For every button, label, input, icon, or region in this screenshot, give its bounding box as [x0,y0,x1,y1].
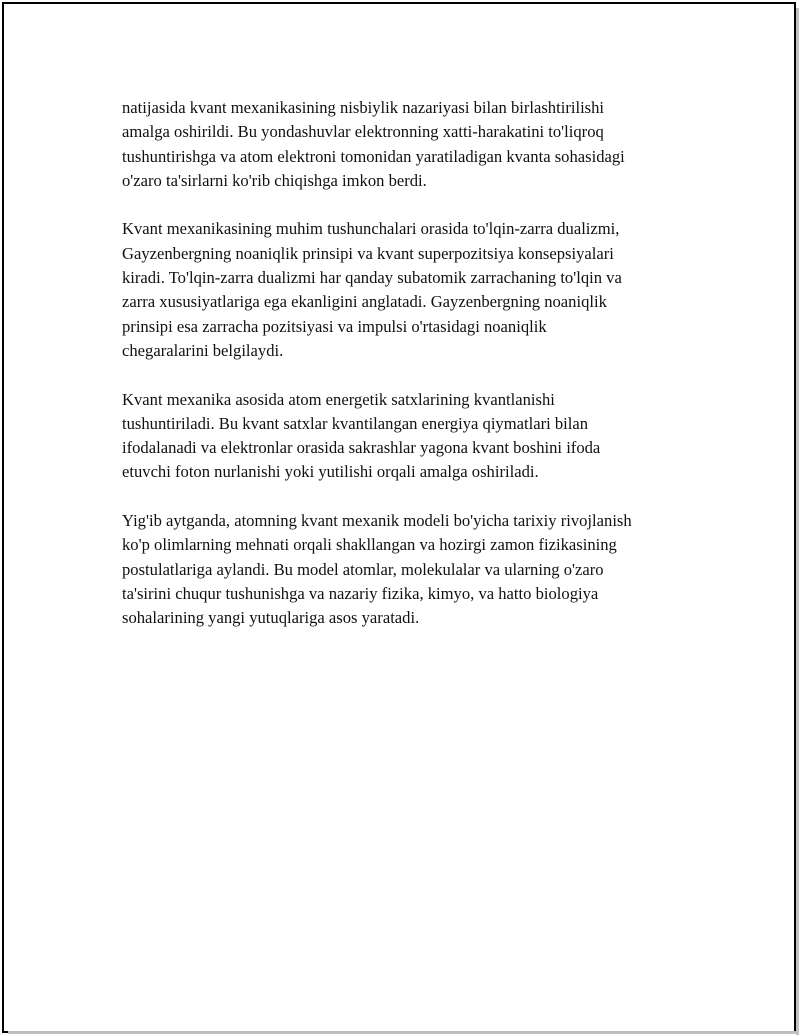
text-line: postulatlariga aylandi. Bu model atomlar, molekulalar va ularning o'zaro [122,559,604,579]
document-body [122,96,697,655]
text-line: o'zaro ta'sirlarni ko'rib chiqishga imkon berdi. [122,170,427,190]
text-line: kiradi. To'lqin-zarra dualizmi har qanday subatomik zarrachaning to'lqin va [122,268,622,288]
text-line: chegaralarini belgilaydi. [122,340,284,360]
paragraph-1 [122,96,697,193]
text-line: tushuntirishga va atom elektroni tomonidan yaratiladigan kvanta sohasidagi [122,146,625,166]
text-line: etuvchi foton nurlanishi yoki yutilishi orqali amalga oshiriladi. [122,462,539,482]
text-line: Kvant mexanikasining muhim tushunchalari orasida to'lqin-zarra dualizmi, [122,219,620,239]
text-line: Gayzenbergning noaniqlik prinsipi va kvant superpozitsiya konsepsiyalari [122,243,614,263]
document-page [2,2,796,1033]
text-line: ko'p olimlarning mehnati orqali shakllangan va hozirgi zamon fizikasining [122,535,617,555]
paragraph-4 [122,509,697,630]
text-line: Kvant mexanika asosida atom energetik satxlarining kvantlanishi [122,389,555,409]
text-line: zarra xususiyatlariga ega ekanligini anglatadi. Gayzenbergning noaniqlik [122,292,607,312]
text-line: Yig'ib aytganda, atomning kvant mexanik modeli bo'yicha tarixiy rivojlanish [122,511,632,531]
paragraph-3 [122,388,697,485]
text-line: ta'sirini chuqur tushunishga va nazariy fizika, kimyo, va hatto biologiya [122,583,599,603]
text-line: tushuntiriladi. Bu kvant satxlar kvantilangan energiya qiymatlari bilan [122,413,589,433]
paragraph-2 [122,217,697,363]
page-shadow [8,1031,796,1034]
text-line: natijasida kvant mexanikasining nisbiylik nazariyasi bilan birlashtirilishi [122,98,605,117]
text-line: amalga oshirildi. Bu yondashuvlar elektronning xatti-harakatini to'liqroq [122,122,604,142]
text-line: prinsipi esa zarracha pozitsiyasi va impulsi o'rtasidagi noaniqlik [122,316,547,336]
text-line: sohalarining yangi yutuqlariga asos yaratadi. [122,608,420,628]
text-line: ifodalanadi va elektronlar orasida sakrashlar yagona kvant boshini ifoda [122,438,601,458]
